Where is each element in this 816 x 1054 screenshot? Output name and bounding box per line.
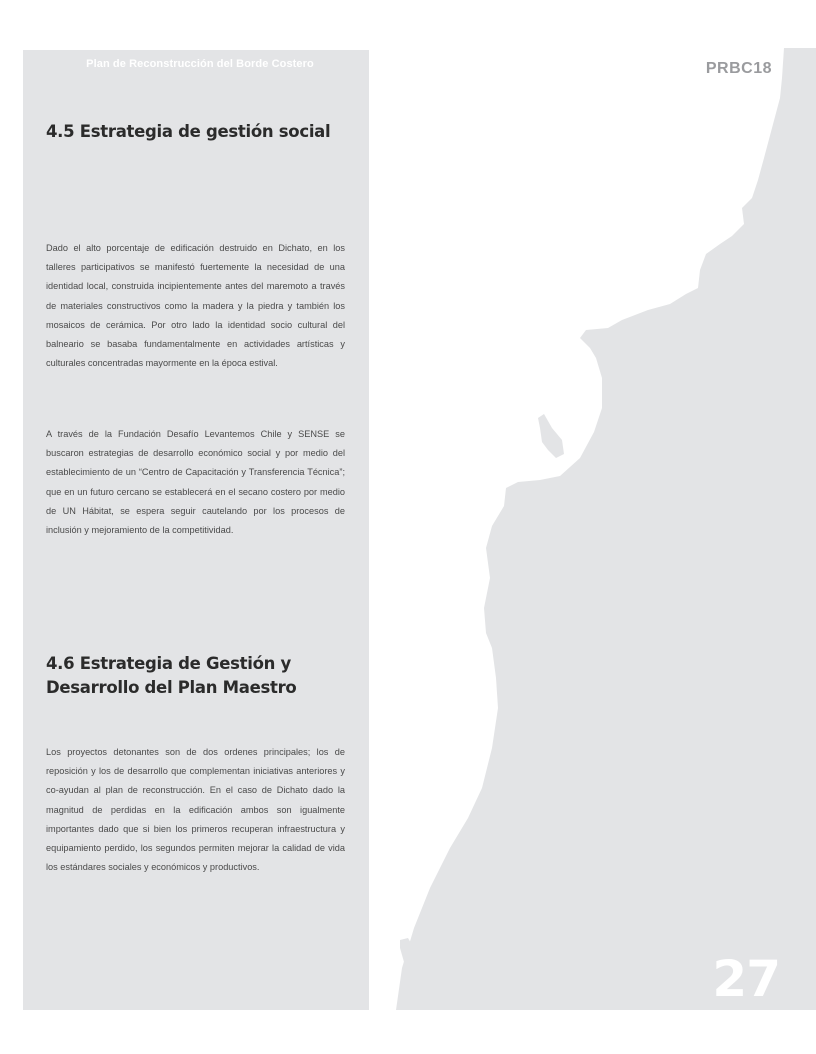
quiriquina-island	[538, 414, 564, 458]
paragraph-foundation: A través de la Fundación Desafío Levantemos Chile y SENSE se buscaron estrategias de desarrollo económico social y por medio del establecimiento de un “Centro de Capacitación y Transferencia Técnica”; que en un futuro cercano se establecerá en el secano costero por medio de UN Hábitat, se espera seguir cautelando por los procesos de inclusión y mejoramiento de la competitividad.	[46, 429, 345, 536]
section-heading-master-plan	[46, 652, 346, 700]
heading-line-1: 4.6 Estrategia de Gestión y	[46, 654, 291, 673]
section-heading-social-strategy: 4.5 Estrategia de gestión social	[46, 122, 331, 141]
paragraph-identity: Dado el alto porcentaje de edificación destruido en Dichato, en los talleres participativos se manifestó fuertemente la necesidad de una identidad local, construida incipientemente antes del maremoto a través de materiales constructivos como la madera y la piedra y también los mosaicos de cerámica. Por otro lado la identidad socio cultural del balneario se basaba fundamentalmente en actividades artísticas y culturales concentradas mayormente en la época estival.	[46, 243, 345, 369]
heading-line-2: Desarrollo del Plan Maestro	[46, 678, 297, 697]
document-header-title: Plan de Reconstrucción del Borde Costero	[86, 58, 314, 70]
page-number: 27	[712, 950, 780, 1008]
coastline-map	[380, 48, 816, 1010]
mainland	[396, 48, 816, 1010]
paragraph-projects: Los proyectos detonantes son de dos ordenes principales; los de reposición y los de desarrollo que complementan iniciativas anteriores y co-ayudan al plan de reconstrucción. En el caso de Dichato dado la magnitud de perdidas en la edificación ambos son igualmente importantes dado que si bien los primeros recuperan infraestructura y equipamiento perdido, los segundos permiten mejorar la calidad de vida los estándares sociales y económicos y productivos.	[46, 747, 345, 873]
document-code: PRBC18	[705, 60, 772, 77]
